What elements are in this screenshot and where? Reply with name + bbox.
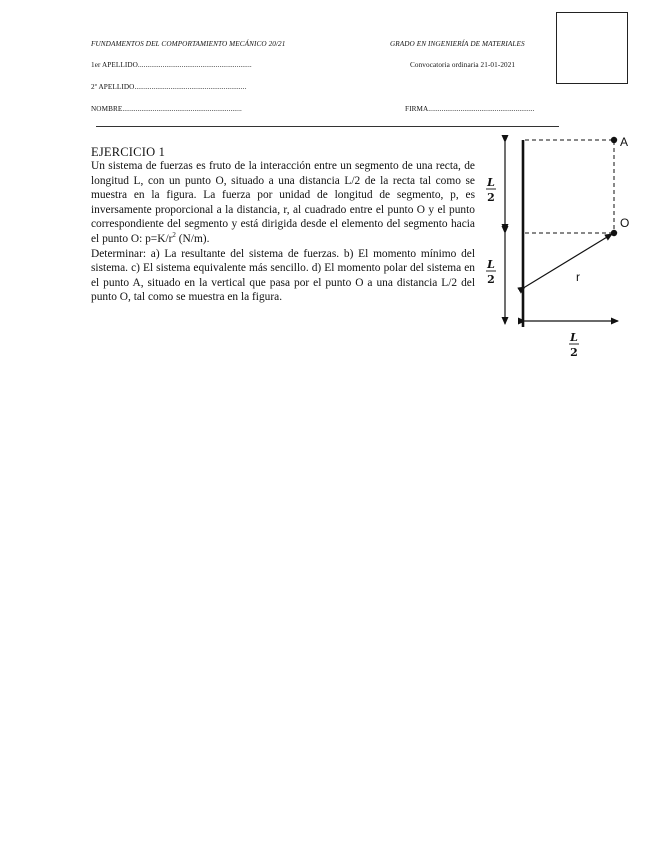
signature-field[interactable] xyxy=(405,105,535,113)
exponent: 2 xyxy=(172,231,176,240)
lower-half-numerator: L xyxy=(487,258,495,271)
horizontal-half-denominator: 2 xyxy=(570,346,578,359)
exercise-statement xyxy=(91,159,475,305)
name-label: NOMBRE xyxy=(91,105,123,113)
point-o-label: O xyxy=(620,216,630,230)
paragraph1-units: (N/m). xyxy=(175,232,210,245)
exercise-paragraph-1 xyxy=(91,159,475,247)
upper-half-numerator: L xyxy=(487,176,495,189)
upper-half-label xyxy=(486,176,496,204)
lower-half-label xyxy=(486,258,496,286)
name-dots: ............................................................... xyxy=(122,105,242,113)
horizontal-half-label xyxy=(569,331,579,359)
signature-label: FIRMA xyxy=(405,105,429,113)
exercise-title: EJERCICIO 1 xyxy=(91,145,166,159)
first-surname-field[interactable] xyxy=(91,61,252,69)
course-title: FUNDAMENTOS DEL COMPORTAMIENTO MECÁNICO 20/21 xyxy=(91,40,286,48)
student-id-box xyxy=(556,12,628,84)
distance-r-arrow xyxy=(525,234,612,287)
force-diagram xyxy=(478,132,638,372)
name-field[interactable] xyxy=(91,105,242,113)
first-surname-dots: ............................................................ xyxy=(137,61,252,69)
exercise-paragraph-2: Determinar: a) La resultante del sistema de fuerzas. b) El momento mínimo del sistema. c) El sistema equivalente más sencillo. d) El momento polar del sistema en el punto A, situado en la vertical que pasa por el punto O a una distancia L/2 del punto O, tal como se muestra en la figura. xyxy=(91,247,475,304)
exam-session: Convocatoria ordinaria 21-01-2021 xyxy=(410,61,516,69)
distance-r-label: r xyxy=(576,270,580,284)
horizontal-half-numerator: L xyxy=(570,331,578,344)
degree-title: GRADO EN INGENIERÍA DE MATERIALES xyxy=(390,40,525,48)
second-surname-label: 2º APELLIDO xyxy=(91,83,135,91)
point-a xyxy=(611,137,617,143)
signature-dots: ........................................................ xyxy=(428,105,535,113)
first-surname-label: 1er APELLIDO xyxy=(91,61,138,69)
paragraph1-text: Un sistema de fuerzas es fruto de la interacción entre un segmento de una recta, de longitud L, con un punto O, situado a una distancia L/2 de la recta tal como se muestra en la figura. La fuerza por unidad de longitud de segmento, p, es inversamente proporcional a la distancia, r, al cuadrado entre el punto O y el punto correspondiente del segmento y está dirigida desde el elemento del segmento hacia el punto O: p=K/r xyxy=(91,160,475,245)
lower-half-denominator: 2 xyxy=(487,273,495,286)
second-surname-dots: ........................................................... xyxy=(134,83,247,91)
header-divider xyxy=(96,126,559,127)
point-a-label: A xyxy=(620,135,629,149)
second-surname-field[interactable] xyxy=(91,83,246,91)
point-o xyxy=(611,230,617,236)
upper-half-denominator: 2 xyxy=(487,191,495,204)
